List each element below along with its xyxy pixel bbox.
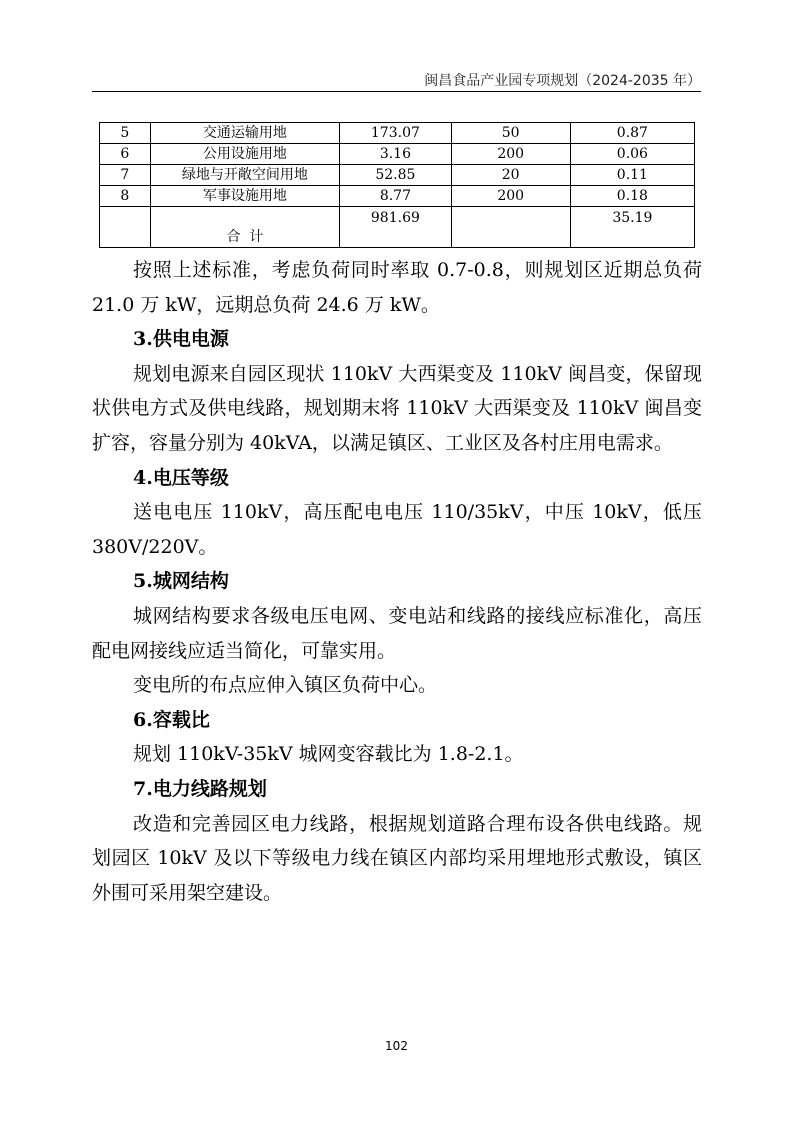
table-cell: 0.18 (570, 186, 694, 207)
table-cell: 8 (100, 186, 151, 207)
paragraph-load-summary: 按照上述标准，考虑负荷同时率取 0.7-0.8，则规划区近期总负荷 21.0 万 kW，远期总负荷 24.6 万 kW。 (92, 259, 702, 316)
page-header: 闽昌食品产业园专项规划（2024-2035 年） (424, 73, 701, 89)
paragraph-grid-structure: 城网结构要求各级电压电网、变电站和线路的接线应标准化，高压配电网接线应适当简化，可靠实用。 (92, 604, 702, 662)
heading-voltage-level: 4.电压等级 (133, 466, 229, 489)
page-number: 102 (385, 1039, 408, 1053)
table-row (100, 165, 695, 186)
table-cell: 0.06 (570, 144, 694, 165)
table-cell: 8.77 (340, 186, 451, 207)
total-label: 合 计 (150, 207, 340, 248)
table-cell: 200 (451, 144, 570, 165)
body-content (92, 253, 702, 910)
heading-power-source: 3.供电电源 (133, 328, 229, 351)
table-cell: 5 (100, 123, 151, 144)
header-rule (92, 91, 701, 92)
table-cell: 0.87 (570, 123, 694, 144)
table-cell: 公用设施用地 (150, 144, 340, 165)
heading-power-lines: 7.电力线路规划 (133, 777, 267, 800)
table-row (100, 186, 695, 207)
table-cell: 52.85 (340, 165, 451, 186)
table-cell: 173.07 (340, 123, 451, 144)
table-total-row (100, 207, 695, 248)
table-cell: 200 (451, 186, 570, 207)
table-cell (100, 207, 151, 248)
heading-capacity-ratio: 6.容载比 (133, 708, 210, 731)
table-cell: 军事设施用地 (150, 186, 340, 207)
table-cell: 20 (451, 165, 570, 186)
paragraph-substation-layout: 变电所的布点应伸入镇区负荷中心。 (133, 674, 438, 697)
table-cell: 3.16 (340, 144, 451, 165)
paragraph-capacity-ratio: 规划 110kV-35kV 城网变容载比为 1.8-2.1。 (133, 743, 524, 766)
heading-grid-structure: 5.城网结构 (133, 570, 229, 593)
table-cell: 交通运输用地 (150, 123, 340, 144)
paragraph-power-source: 规划电源来自园区现状 110kV 大西渠变及 110kV 闽昌变，保留现状供电方式及供电线路，规划期末将 110kV 大西渠变及 110kV 闽昌变扩容，容量分别为 40kVA，以满足镇区、工业区及各村庄用电需求。 (92, 362, 702, 454)
table-cell: 50 (451, 123, 570, 144)
paragraph-voltage-level: 送电电压 110kV，高压配电电压 110/35kV，中压 10kV，低压 380V/220V。 (92, 501, 702, 558)
table-cell: 绿地与开敞空间用地 (150, 165, 340, 186)
table-cell: 0.11 (570, 165, 694, 186)
table-cell (451, 207, 570, 248)
table-row (100, 144, 695, 165)
table-cell: 7 (100, 165, 151, 186)
table-cell: 6 (100, 144, 151, 165)
load-table (99, 122, 695, 248)
total-load: 35.19 (570, 207, 694, 248)
total-area: 981.69 (340, 207, 451, 248)
paragraph-power-lines: 改造和完善园区电力线路，根据规划道路合理布设各供电线路。规划园区 10kV 及以下等级电力线在镇区内部均采用埋地形式敷设，镇区外围可采用架空建设。 (92, 812, 702, 904)
table-row (100, 123, 695, 144)
